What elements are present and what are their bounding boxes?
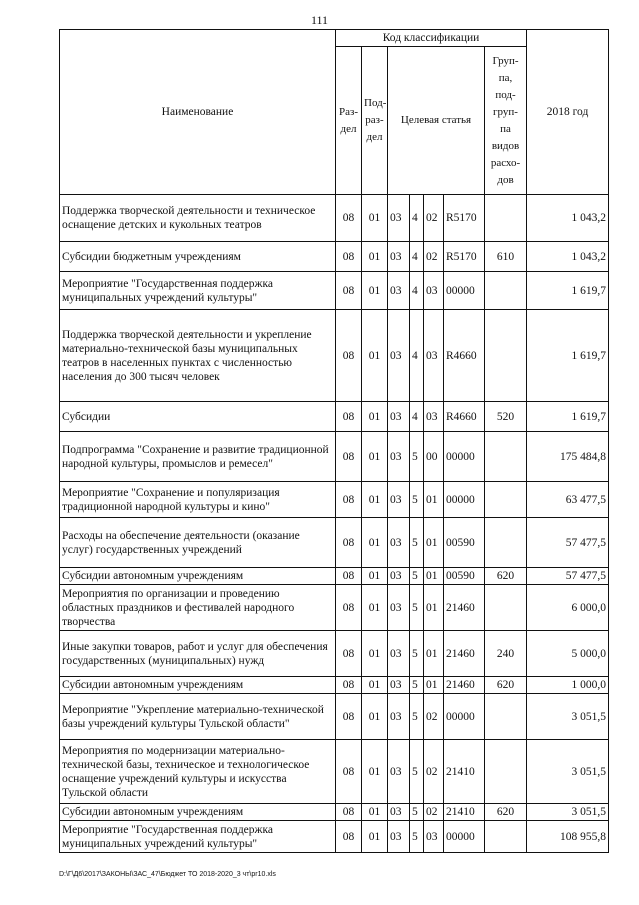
- header-expense-group: Груп- па, под- груп- па видов расхо- дов: [490, 54, 521, 186]
- table-row: [60, 804, 609, 821]
- header-row-top: [60, 30, 609, 47]
- header-name: Наименование: [60, 30, 336, 195]
- row-target-direction: R5170: [444, 195, 485, 242]
- row-name: Мероприятия по модернизации материально-технической базы, техническое и технологическое оснащение учреждений культуры и искусства Тульской области: [60, 740, 336, 804]
- row-amount: 108 955,8: [527, 821, 609, 853]
- header-code-group: Код классификации: [336, 30, 527, 47]
- row-name: Субсидии: [60, 402, 336, 432]
- row-name: Субсидии автономным учреждениям: [60, 568, 336, 585]
- row-target-subprogram: 4: [410, 402, 424, 432]
- row-amount: 63 477,5: [527, 482, 609, 518]
- row-name: Поддержка творческой деятельности и техническое оснащение детских и кукольных театров: [60, 195, 336, 242]
- row-amount: 1 619,7: [527, 272, 609, 310]
- row-target-program: 03: [388, 631, 410, 677]
- row-subsection: 01: [362, 195, 388, 242]
- budget-table: [59, 29, 609, 853]
- table-row: [60, 694, 609, 740]
- row-amount: 3 051,5: [527, 804, 609, 821]
- table-row: [60, 585, 609, 631]
- row-target-program: 03: [388, 677, 410, 694]
- row-target-event: 03: [424, 310, 444, 402]
- row-subsection: 01: [362, 242, 388, 272]
- table-row: [60, 402, 609, 432]
- row-section: 08: [336, 631, 362, 677]
- row-target-program: 03: [388, 310, 410, 402]
- row-name: Мероприятие "Укрепление материально-технической базы учреждений культуры Тульской области": [60, 694, 336, 740]
- row-target-program: 03: [388, 804, 410, 821]
- row-amount: 1 043,2: [527, 242, 609, 272]
- row-target-event: 02: [424, 804, 444, 821]
- row-target-direction: 00590: [444, 518, 485, 568]
- row-target-program: 03: [388, 482, 410, 518]
- row-expense-type: 620: [485, 677, 527, 694]
- row-amount: 5 000,0: [527, 631, 609, 677]
- row-target-subprogram: 5: [410, 518, 424, 568]
- table-row: [60, 821, 609, 853]
- row-target-event: 01: [424, 482, 444, 518]
- row-target-program: 03: [388, 694, 410, 740]
- row-target-program: 03: [388, 568, 410, 585]
- row-target-subprogram: 5: [410, 432, 424, 482]
- row-subsection: 01: [362, 631, 388, 677]
- row-section: 08: [336, 432, 362, 482]
- row-target-subprogram: 4: [410, 195, 424, 242]
- row-name: Иные закупки товаров, работ и услуг для обеспечения государственных (муниципальных) нужд: [60, 631, 336, 677]
- page-number: 111: [310, 13, 329, 27]
- row-section: 08: [336, 740, 362, 804]
- row-target-event: 03: [424, 821, 444, 853]
- table-row: [60, 242, 609, 272]
- row-target-event: 01: [424, 677, 444, 694]
- row-expense-type: [485, 272, 527, 310]
- row-target-direction: 00000: [444, 482, 485, 518]
- header-subsection: Под- раз- дел: [364, 97, 387, 143]
- row-expense-type: [485, 694, 527, 740]
- row-target-event: 01: [424, 568, 444, 585]
- row-target-event: 02: [424, 740, 444, 804]
- row-target-program: 03: [388, 821, 410, 853]
- row-target-program: 03: [388, 402, 410, 432]
- row-subsection: 01: [362, 740, 388, 804]
- row-amount: 6 000,0: [527, 585, 609, 631]
- row-section: 08: [336, 677, 362, 694]
- table-row: [60, 740, 609, 804]
- header-section: Раз- дел: [338, 105, 358, 135]
- row-target-event: 01: [424, 585, 444, 631]
- row-target-direction: 00590: [444, 568, 485, 585]
- row-target-program: 03: [388, 518, 410, 568]
- row-expense-type: [485, 518, 527, 568]
- row-name: Мероприятие "Государственная поддержка муниципальных учреждений культуры": [60, 272, 336, 310]
- row-target-program: 03: [388, 242, 410, 272]
- table-row: [60, 482, 609, 518]
- header-year: 2018 год: [527, 30, 609, 195]
- row-expense-type: [485, 432, 527, 482]
- row-name: Субсидии автономным учреждениям: [60, 677, 336, 694]
- row-target-event: 03: [424, 272, 444, 310]
- row-expense-type: 610: [485, 242, 527, 272]
- row-target-subprogram: 5: [410, 694, 424, 740]
- row-target-program: 03: [388, 195, 410, 242]
- row-section: 08: [336, 585, 362, 631]
- row-amount: 3 051,5: [527, 694, 609, 740]
- row-target-direction: 00000: [444, 272, 485, 310]
- row-expense-type: [485, 821, 527, 853]
- table-row: [60, 432, 609, 482]
- table-row: [60, 272, 609, 310]
- row-target-event: 01: [424, 631, 444, 677]
- row-section: 08: [336, 402, 362, 432]
- table-row: [60, 568, 609, 585]
- row-target-direction: 00000: [444, 821, 485, 853]
- row-amount: 57 477,5: [527, 518, 609, 568]
- row-target-program: 03: [388, 432, 410, 482]
- table-row: [60, 310, 609, 402]
- header-target-article: Целевая статья: [388, 47, 485, 195]
- row-target-program: 03: [388, 585, 410, 631]
- row-name: Подпрограмма "Сохранение и развитие традиционной народной культуры, промыслов и ремесел": [60, 432, 336, 482]
- row-section: 08: [336, 195, 362, 242]
- row-target-subprogram: 5: [410, 804, 424, 821]
- row-subsection: 01: [362, 677, 388, 694]
- row-expense-type: [485, 482, 527, 518]
- row-subsection: 01: [362, 821, 388, 853]
- row-amount: 1 619,7: [527, 310, 609, 402]
- row-target-direction: 21460: [444, 585, 485, 631]
- row-amount: 1 043,2: [527, 195, 609, 242]
- row-target-event: 00: [424, 432, 444, 482]
- row-expense-type: 620: [485, 568, 527, 585]
- row-target-subprogram: 5: [410, 740, 424, 804]
- table-row: [60, 677, 609, 694]
- row-subsection: 01: [362, 694, 388, 740]
- row-name: Мероприятие "Сохранение и популяризация традиционной народной культуры и кино": [60, 482, 336, 518]
- row-amount: 1 000,0: [527, 677, 609, 694]
- row-name: Мероприятия по организации и проведению областных праздников и фестивалей народного творчества: [60, 585, 336, 631]
- row-subsection: 01: [362, 482, 388, 518]
- row-subsection: 01: [362, 568, 388, 585]
- row-target-event: 02: [424, 195, 444, 242]
- row-target-subprogram: 4: [410, 310, 424, 402]
- row-target-program: 03: [388, 272, 410, 310]
- footer-file-path: D:\Г\Д6\2017\ЗАКОНЫ\ЗАС_47\Бюджет ТО 2018-2020_3 чт\pr10.xls: [59, 871, 276, 878]
- row-expense-type: [485, 585, 527, 631]
- row-name: Субсидии бюджетным учреждениям: [60, 242, 336, 272]
- row-target-direction: 21460: [444, 677, 485, 694]
- row-target-event: 02: [424, 242, 444, 272]
- row-target-event: 01: [424, 518, 444, 568]
- row-target-subprogram: 5: [410, 482, 424, 518]
- row-name: Субсидии автономным учреждениям: [60, 804, 336, 821]
- row-section: 08: [336, 804, 362, 821]
- row-target-direction: R4660: [444, 402, 485, 432]
- row-section: 08: [336, 310, 362, 402]
- row-section: 08: [336, 482, 362, 518]
- row-target-direction: 21460: [444, 631, 485, 677]
- row-amount: 3 051,5: [527, 740, 609, 804]
- row-section: 08: [336, 694, 362, 740]
- row-target-subprogram: 4: [410, 272, 424, 310]
- row-subsection: 01: [362, 272, 388, 310]
- row-section: 08: [336, 518, 362, 568]
- table-row: [60, 195, 609, 242]
- row-section: 08: [336, 821, 362, 853]
- row-section: 08: [336, 272, 362, 310]
- row-expense-type: [485, 195, 527, 242]
- row-subsection: 01: [362, 432, 388, 482]
- row-amount: 57 477,5: [527, 568, 609, 585]
- row-section: 08: [336, 568, 362, 585]
- row-target-direction: 00000: [444, 694, 485, 740]
- row-target-subprogram: 5: [410, 677, 424, 694]
- row-subsection: 01: [362, 310, 388, 402]
- row-target-subprogram: 4: [410, 242, 424, 272]
- table-row: [60, 631, 609, 677]
- row-target-subprogram: 5: [410, 568, 424, 585]
- row-target-event: 02: [424, 694, 444, 740]
- table-row: [60, 518, 609, 568]
- row-name: Расходы на обеспечение деятельности (оказание услуг) государственных учреждений: [60, 518, 336, 568]
- row-section: 08: [336, 242, 362, 272]
- row-expense-type: [485, 740, 527, 804]
- row-target-subprogram: 5: [410, 821, 424, 853]
- row-target-event: 03: [424, 402, 444, 432]
- row-target-subprogram: 5: [410, 585, 424, 631]
- row-expense-type: 240: [485, 631, 527, 677]
- row-target-subprogram: 5: [410, 631, 424, 677]
- row-target-direction: R5170: [444, 242, 485, 272]
- row-subsection: 01: [362, 518, 388, 568]
- row-subsection: 01: [362, 585, 388, 631]
- row-target-direction: R4660: [444, 310, 485, 402]
- row-name: Поддержка творческой деятельности и укрепление материально-технической базы муниципальных театров в населенных пунктах с численностью населения до 300 тысяч человек: [60, 310, 336, 402]
- row-target-direction: 21410: [444, 740, 485, 804]
- row-amount: 175 484,8: [527, 432, 609, 482]
- row-target-direction: 21410: [444, 804, 485, 821]
- row-subsection: 01: [362, 804, 388, 821]
- row-target-program: 03: [388, 740, 410, 804]
- row-target-direction: 00000: [444, 432, 485, 482]
- row-expense-type: 620: [485, 804, 527, 821]
- row-expense-type: [485, 310, 527, 402]
- row-expense-type: 520: [485, 402, 527, 432]
- row-name: Мероприятие "Государственная поддержка муниципальных учреждений культуры": [60, 821, 336, 853]
- row-amount: 1 619,7: [527, 402, 609, 432]
- row-subsection: 01: [362, 402, 388, 432]
